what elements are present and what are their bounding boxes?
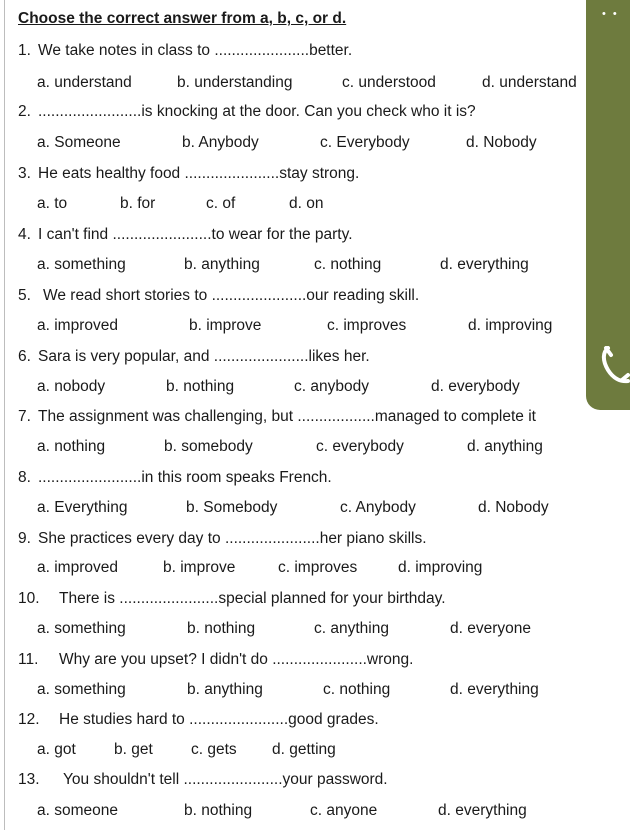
option-d[interactable]: d. anything [467, 438, 543, 455]
option-a[interactable]: a. improved [37, 317, 118, 334]
option-c[interactable]: c. anyone [310, 802, 378, 819]
option-d[interactable]: d. understand [482, 74, 577, 91]
option-b[interactable]: b. Anybody [182, 134, 259, 151]
question-number: 6. [18, 348, 31, 365]
option-a[interactable]: a. Someone [37, 134, 121, 151]
option-a[interactable]: a. to [37, 195, 68, 212]
option-d[interactable]: d. improving [398, 559, 483, 576]
option-b[interactable]: b. get [114, 741, 153, 758]
question-text: Sara is very popular, and ......................likes her. [38, 348, 370, 365]
question-number: 11. [18, 651, 39, 668]
option-c[interactable]: c. nothing [314, 256, 382, 273]
option-b[interactable]: b. understanding [177, 74, 293, 91]
option-c[interactable]: c. everybody [316, 438, 404, 455]
option-b[interactable]: b. nothing [184, 802, 253, 819]
option-c[interactable]: c. understood [342, 74, 436, 91]
option-d[interactable]: d. everything [440, 256, 529, 273]
option-c[interactable]: c. improves [278, 559, 358, 576]
option-d[interactable]: d. improving [468, 317, 553, 334]
option-c[interactable]: c. gets [191, 741, 237, 758]
option-d[interactable]: d. everyone [450, 620, 531, 637]
option-b[interactable]: b. anything [187, 681, 263, 698]
option-b[interactable]: b. nothing [187, 620, 256, 637]
question-text: Why are you upset? I didn't do ......................wrong. [59, 651, 414, 668]
question-text: He studies hard to .......................good grades. [59, 711, 379, 728]
question-number: 5. [18, 287, 31, 304]
option-d[interactable]: d. Nobody [466, 134, 537, 151]
question-number: 9. [18, 530, 31, 547]
option-d[interactable]: d. everything [438, 802, 527, 819]
option-b[interactable]: b. nothing [166, 378, 235, 395]
option-c[interactable]: c. of [206, 195, 236, 212]
option-a[interactable]: a. improved [37, 559, 118, 576]
option-b[interactable]: b. for [120, 195, 156, 212]
option-a[interactable]: a. Everything [37, 499, 128, 516]
option-d[interactable]: d. Nobody [478, 499, 549, 516]
option-c[interactable]: c. Anybody [340, 499, 416, 516]
question-text: ........................in this room speaks French. [38, 469, 332, 486]
left-border [4, 0, 5, 830]
option-b[interactable]: b. improve [189, 317, 262, 334]
question-number: 7. [18, 408, 31, 425]
option-b[interactable]: b. anything [184, 256, 260, 273]
option-a[interactable]: a. something [37, 256, 126, 273]
question-text: There is .......................special planned for your birthday. [59, 590, 446, 607]
question-text: He eats healthy food ......................stay strong. [38, 165, 360, 182]
option-b[interactable]: b. improve [163, 559, 236, 576]
question-text: We take notes in class to ......................better. [38, 42, 353, 59]
option-a[interactable]: a. nobody [37, 378, 106, 395]
option-d[interactable]: d. everybody [431, 378, 520, 395]
option-c[interactable]: c. anything [314, 620, 389, 637]
option-a[interactable]: a. nothing [37, 438, 106, 455]
question-number: 4. [18, 226, 31, 243]
question-text: She practices every day to ......................her piano skills. [38, 530, 427, 547]
option-d[interactable]: d. everything [450, 681, 539, 698]
option-d[interactable]: d. getting [272, 741, 336, 758]
worksheet-title: Choose the correct answer from a, b, c, or d. [18, 10, 347, 27]
question-text: I can't find .......................to wear for the party. [38, 226, 353, 243]
option-a[interactable]: a. something [37, 620, 126, 637]
question-text: ........................is knocking at the door. Can you check who it is? [38, 103, 476, 120]
option-c[interactable]: c. Everybody [320, 134, 410, 151]
option-c[interactable]: c. improves [327, 317, 407, 334]
option-c[interactable]: c. nothing [323, 681, 391, 698]
question-number: 8. [18, 469, 31, 486]
option-a[interactable]: a. someone [37, 802, 118, 819]
option-d[interactable]: d. on [289, 195, 324, 212]
option-b[interactable]: b. Somebody [186, 499, 278, 516]
question-number: 3. [18, 165, 31, 182]
option-a[interactable]: a. got [37, 741, 76, 758]
question-number: 1. [18, 42, 31, 59]
question-number: 13. [18, 771, 40, 788]
question-text: You shouldn't tell .......................your password. [63, 771, 388, 788]
question-number: 12. [18, 711, 40, 728]
question-text: The assignment was challenging, but ..................managed to complete it [38, 408, 536, 425]
widget-menu-dots[interactable]: • • [602, 8, 619, 20]
question-text: We read short stories to ......................our reading skill. [43, 287, 420, 304]
option-a[interactable]: a. something [37, 681, 126, 698]
option-c[interactable]: c. anybody [294, 378, 369, 395]
phone-icon[interactable] [600, 346, 630, 384]
question-number: 2. [18, 103, 31, 120]
question-number: 10. [18, 590, 40, 607]
option-b[interactable]: b. somebody [164, 438, 253, 455]
option-a[interactable]: a. understand [37, 74, 132, 91]
